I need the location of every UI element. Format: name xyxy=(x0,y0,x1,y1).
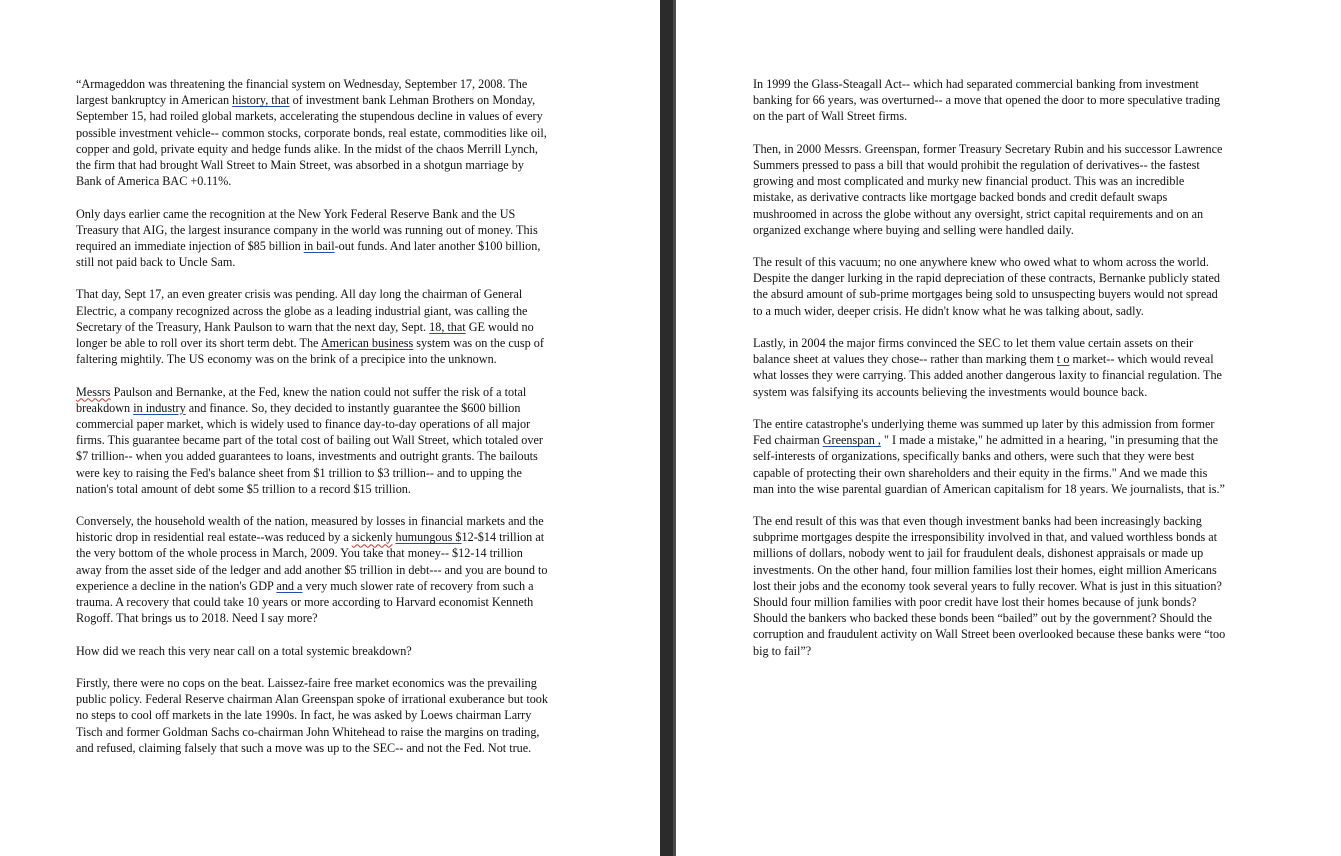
text-run: Summers pressed to pass a bill that would prohibit the regulation of derivatives-- the fastest xyxy=(753,157,1200,172)
paragraph xyxy=(76,675,548,756)
paragraph xyxy=(753,335,1225,400)
text-line xyxy=(753,610,1225,626)
text-run: Treasury that AIG, the largest insurance company in the world was running out of money. This xyxy=(76,222,538,237)
text-run: lost their jobs and the economy took several years to fully recover. What is just in this situation? xyxy=(753,578,1222,593)
grammar-flagged-text: history, that xyxy=(232,93,290,108)
text-line xyxy=(76,335,548,351)
text-line xyxy=(76,481,548,497)
text-line xyxy=(76,125,548,141)
text-line xyxy=(76,448,548,464)
text-line xyxy=(76,578,548,594)
text-line xyxy=(76,286,548,302)
paragraph xyxy=(753,254,1225,319)
text-run: what losses they were carrying. This added another dangerous laxity to financial regulation. The xyxy=(753,368,1222,383)
text-run: Secretary of the Treasury, Hank Paulson to warn that the next day, Sept. xyxy=(76,319,430,334)
text-run: Only days earlier came the recognition at the New York Federal Reserve Bank and the US xyxy=(76,206,516,221)
text-run: Despite the danger lurking in the rapid depreciation of these contracts, Bernanke publicly stated xyxy=(753,271,1221,286)
text-line xyxy=(753,351,1225,367)
text-line xyxy=(753,465,1225,481)
text-run: Then, in 2000 Messrs. Greenspan, former Treasury Secretary Rubin and his successor Lawrence xyxy=(753,141,1223,156)
left-page xyxy=(0,0,660,856)
text-line xyxy=(753,594,1225,610)
text-line xyxy=(76,740,548,756)
text-line xyxy=(753,578,1225,594)
text-line xyxy=(753,545,1225,561)
text-line xyxy=(753,384,1225,400)
text-run: possible investment vehicle-- common stocks, corporate bonds, real estate, commodities like oil, xyxy=(76,125,547,140)
text-run: subprime mortgages despite the irresponsibility involved in that, and valued worthless bonds at xyxy=(753,530,1218,545)
text-line xyxy=(753,481,1225,497)
text-run: faltering mightily. The US economy was on the brink of a precipice into the unknown. xyxy=(76,352,497,367)
text-run: banking for 66 years, was overturned-- a move that opened the door to more speculative trading xyxy=(753,93,1221,108)
text-line xyxy=(76,303,548,319)
text-run: copper and gold, private equity and hedge funds alike. In the midst of the chaos Merrill Lynch, xyxy=(76,141,538,156)
text-run: millions of dollars, nobody went to jail for fraudulent deals, dishonest appraisals or made up xyxy=(753,546,1204,561)
text-run: historic drop in residential real estate--was reduced by a xyxy=(76,530,352,545)
text-line xyxy=(753,157,1225,173)
text-line xyxy=(753,222,1225,238)
text-run: Should four million families with poor credit have lost their homes because of junk bonds? xyxy=(753,595,1197,609)
text-run: corruption and fraudulent activity on Wall Street been overlooked because these banks were “too xyxy=(753,627,1226,642)
grammar-flagged-text: American business xyxy=(320,336,414,350)
grammar-flagged-text: humungous $ xyxy=(395,530,462,545)
text-line xyxy=(76,707,548,723)
text-line xyxy=(76,675,548,691)
text-run: How did we reach this very near call on a total systemic breakdown? xyxy=(76,643,412,658)
spelling-flagged-word: Messrs xyxy=(76,384,111,399)
text-run: Paulson and Bernanke, at the Fed, knew the nation could not suffer the risk of a total xyxy=(110,384,527,399)
paragraph xyxy=(76,643,548,659)
text-run: Bank of America BAC +0.11%. xyxy=(76,174,232,189)
text-run: September 15, had roiled global markets, accelerating the stupendous decline in values of every xyxy=(76,109,543,124)
text-run: Fed chairman xyxy=(753,433,823,448)
text-line xyxy=(76,691,548,707)
text-run: Electric, a company recognized across the globe as a leading industrial giant, was calling the xyxy=(76,303,528,318)
text-run: and refused, claiming falsely that such a move was up to the SEC-- and not the Fed. Not true. xyxy=(76,740,532,755)
text-line xyxy=(753,513,1225,529)
text-line xyxy=(753,189,1225,205)
text-line xyxy=(76,238,548,254)
text-run: nation's total amount of debt some $5 trillion to a record $15 trillion. xyxy=(76,481,411,496)
text-line xyxy=(753,448,1225,464)
text-line xyxy=(76,724,548,740)
grammar-flagged-text: Greenspan , xyxy=(822,433,881,448)
grammar-flagged-text: in bail xyxy=(303,238,335,253)
paragraph xyxy=(753,513,1225,659)
text-run: market-- which would reveal xyxy=(1069,352,1214,367)
text-line xyxy=(753,108,1225,124)
text-line xyxy=(753,562,1225,578)
text-run: man into the wise parental guardian of American capitalism for 18 years. We journalists, that is.” xyxy=(753,481,1225,496)
text-run: In 1999 the Glass-Steagall Act-- which had separated commercial banking from investment xyxy=(753,77,1199,91)
text-run: Should the bankers who backed these bonds been “bailed” out by the government? Should the xyxy=(753,611,1212,626)
text-line xyxy=(76,610,548,626)
text-line xyxy=(76,92,548,108)
text-run: big to fail”? xyxy=(753,643,812,658)
text-line xyxy=(76,594,548,610)
text-run: experience a decline in the nation's GDP xyxy=(76,578,277,593)
text-line xyxy=(753,367,1225,383)
text-line xyxy=(753,173,1225,189)
grammar-flagged-text: in industry xyxy=(133,400,186,415)
text-run: still not paid back to Uncle Sam. xyxy=(76,255,236,270)
text-run: breakdown xyxy=(76,400,134,415)
text-line xyxy=(753,254,1225,270)
grammar-flagged-text: t o xyxy=(1056,352,1070,367)
text-line xyxy=(76,416,548,432)
text-run: the very bottom of the whole process in March, 2009. You take that money-- $12-14 trillion xyxy=(76,546,523,561)
text-run: mistake, as derivative contracts like mortgage backed bonds and credit default swaps xyxy=(753,190,1168,205)
text-run: system was on the cusp of xyxy=(413,336,544,350)
text-line xyxy=(753,92,1225,108)
text-line xyxy=(76,465,548,481)
text-run: “Armageddon was threatening the financial system on Wednesday, September 17, 2008. The xyxy=(76,77,528,91)
text-run: Lastly, in 2004 the major firms convinced the SEC to let them value certain assets on their xyxy=(753,336,1194,350)
text-line xyxy=(753,206,1225,222)
text-run: system was falsifying its accounts believing the investments would bounce back. xyxy=(753,384,1148,399)
text-run: organized exchange where buying and selling were handled daily. xyxy=(753,222,1074,237)
paragraph xyxy=(753,76,1225,125)
text-run: were key to raising the Fed's balance sheet from $1 trillion to $3 trillion-- and to upping the xyxy=(76,465,522,480)
text-line xyxy=(76,108,548,124)
text-line xyxy=(76,643,548,659)
text-line xyxy=(76,206,548,222)
text-run: Rogoff. That brings us to 2018. Need I say more? xyxy=(76,611,318,626)
text-run: $7 trillion-- when you added guarantees to loans, investments and outright grants. The bailouts xyxy=(76,449,538,464)
text-run: longer be able to roll over its short term debt. The xyxy=(76,336,321,350)
text-run: self-interests of organizations, specifically banks and others, were such that they were best xyxy=(753,449,1195,464)
text-line xyxy=(753,432,1225,448)
grammar-flagged-text: 18, that xyxy=(429,319,466,334)
text-run: capable of protecting their own shareholders and their equity in the firms." And we made this xyxy=(753,465,1208,480)
text-run: public policy. Federal Reserve chairman Alan Greenspan spoke of irrational exuberance but took xyxy=(76,692,548,707)
right-text-column xyxy=(753,76,1225,675)
text-run: to a much wider, deeper crisis. He didn't know what he was talking about, sadly. xyxy=(753,303,1144,318)
text-line xyxy=(753,416,1225,432)
text-run: and finance. So, they decided to instantly guarantee the $600 billion xyxy=(185,400,521,415)
text-line xyxy=(753,626,1225,642)
text-line xyxy=(76,222,548,238)
text-run: the absurd amount of sub-prime mortgages being sold to unsuspecting buyers would not spread xyxy=(753,287,1218,302)
text-run: growing and most complicated and murky new financial product. This was an incredible xyxy=(753,174,1185,189)
paragraph xyxy=(76,76,548,189)
text-line xyxy=(753,303,1225,319)
paragraph xyxy=(76,513,548,626)
text-line xyxy=(753,286,1225,302)
text-line xyxy=(76,432,548,448)
text-run: The entire catastrophe's underlying theme was summed up later by this admission from former xyxy=(753,416,1215,431)
text-line xyxy=(76,319,548,335)
text-line xyxy=(76,351,548,367)
text-run: investments. On the other hand, four million families lost their homes, eight million Americans xyxy=(753,562,1217,577)
text-line xyxy=(76,254,548,270)
text-line xyxy=(753,335,1225,351)
text-line xyxy=(76,545,548,561)
text-line xyxy=(76,173,548,189)
text-run: mushroomed in across the globe without any oversight, strict capital requirements and on an xyxy=(753,206,1204,221)
grammar-flagged-text: and a xyxy=(276,578,303,593)
text-line xyxy=(76,562,548,578)
text-run: of investment bank Lehman Brothers on Monday, xyxy=(289,93,536,108)
text-line xyxy=(753,270,1225,286)
paragraph xyxy=(76,206,548,271)
text-run: very much slower rate of recovery from such a xyxy=(302,578,534,593)
text-line xyxy=(753,643,1225,659)
text-run: the firm that had brought Wall Street to Main Street, was absorbed in a shotgun marriage by xyxy=(76,157,524,172)
paragraph xyxy=(76,286,548,367)
text-line xyxy=(76,513,548,529)
text-line xyxy=(753,529,1225,545)
text-line xyxy=(76,76,548,92)
text-run: required an immediate injection of $85 billion xyxy=(76,238,304,253)
text-run: Conversely, the household wealth of the nation, measured by losses in financial markets and the xyxy=(76,514,544,529)
text-run: balance sheet at values they chose-- rather than marking them xyxy=(753,352,1057,367)
text-run: largest bankruptcy in American xyxy=(76,93,233,108)
text-line xyxy=(76,529,548,545)
text-run: firms. This guarantee became part of the total cost of bailing out Wall Street, which totaled over xyxy=(76,433,543,448)
text-line xyxy=(76,157,548,173)
left-text-column xyxy=(76,76,548,772)
paragraph xyxy=(76,384,548,497)
text-run: trauma. A recovery that could take 10 years or more according to Harvard economist Kenneth xyxy=(76,595,534,609)
text-run: That day, Sept 17, an even greater crisis was pending. All day long the chairman of General xyxy=(76,287,523,302)
text-run: no steps to cool off markets in the late 1990s. In fact, he was asked by Loews chairman Larry xyxy=(76,708,532,723)
spelling-flagged-word: sickenly xyxy=(351,530,393,545)
text-run: " I made a mistake," he admitted in a hearing, "in presuming that the xyxy=(880,433,1219,448)
text-line xyxy=(753,141,1225,157)
text-run: GE would no xyxy=(465,319,534,334)
text-run: away from the asset side of the ledger and add another $5 trillion in debt--- and you are bound to xyxy=(76,562,548,577)
text-line xyxy=(76,400,548,416)
text-run: 12-$14 trillion at xyxy=(461,530,545,545)
text-line xyxy=(76,384,548,400)
paragraph xyxy=(753,416,1225,497)
text-run: The end result of this was that even though investment banks had been increasingly backing xyxy=(753,514,1202,529)
text-run: on the part of Wall Street firms. xyxy=(753,109,908,124)
text-line xyxy=(76,141,548,157)
text-run: commercial paper market, which is widely used to finance day-to-day operations of all major xyxy=(76,416,531,431)
paragraph xyxy=(753,141,1225,238)
text-line xyxy=(753,76,1225,92)
text-run: Firstly, there were no cops on the beat. Laissez-faire free market economics was the prevailing xyxy=(76,675,537,690)
text-run: The result of this vacuum; no one anywhere knew who owed what to whom across the world. xyxy=(753,255,1209,270)
right-page xyxy=(676,0,1341,856)
text-run: -out funds. And later another $100 billion, xyxy=(334,238,541,253)
text-run: Tisch and former Goldman Sachs co-chairman John Whitehead to raise the margins on trading, xyxy=(76,724,540,739)
